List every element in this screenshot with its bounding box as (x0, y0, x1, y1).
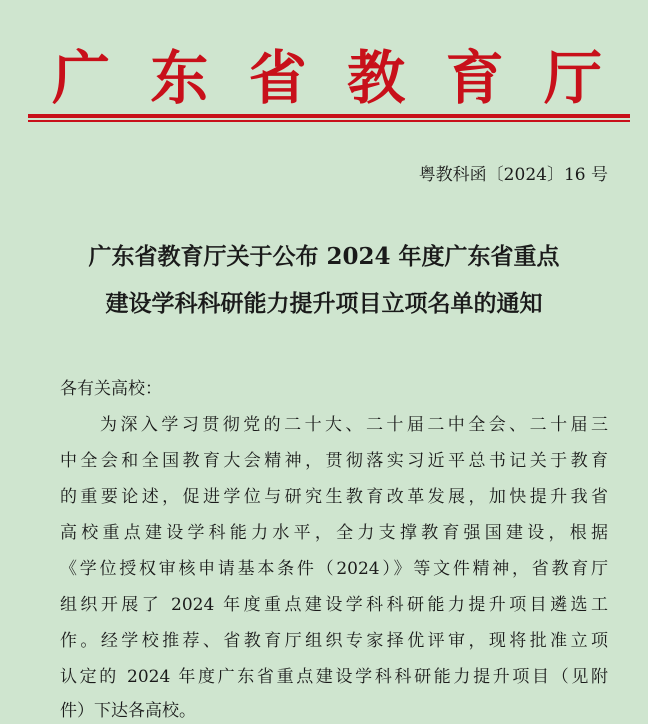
masthead-divider-thick (28, 114, 630, 118)
body-line: 组织开展了 2024 年度重点建设学科科研能力提升项目遴选工 (60, 595, 608, 615)
body-line: 认定的 2024 年度广东省重点建设学科科研能力提升项目（见附 (60, 667, 608, 687)
masthead-char: 省 (248, 44, 307, 112)
body-line: 《学位授权审核申请基本条件（2024）》等文件精神，省教育厅 (60, 559, 608, 579)
body-line: 高校重点建设学科能力水平，全力支撑教育强国建设，根据 (60, 523, 608, 543)
masthead (0, 38, 648, 118)
salutation: 各有关高校： (60, 379, 162, 399)
masthead-char: 广 (52, 44, 111, 112)
masthead-divider-thin (28, 120, 630, 122)
body-line: 的重要论述，促进学位与研究生教育改革发展，加快提升我省 (60, 487, 608, 507)
masthead-char: 厅 (543, 44, 602, 112)
body-line: 为深入学习贯彻党的二十大、二十届二中全会、二十届三 (100, 415, 608, 435)
masthead-char: 东 (150, 44, 209, 112)
masthead-char: 育 (445, 44, 504, 112)
masthead-char: 教 (347, 44, 406, 112)
document-number: 粤教科函〔2024〕16 号 (418, 165, 608, 185)
body-line: 中全会和全国教育大会精神，贯彻落实习近平总书记关于教育 (60, 451, 608, 471)
body-line: 作。经学校推荐、省教育厅组织专家择优评审，现将批准立项 (60, 631, 608, 651)
body-line: 件）下达各高校。 (60, 701, 196, 721)
document-title-line-2: 建设学科科研能力提升项目立项名单的通知 (105, 290, 543, 317)
document-title-line-1: 广东省教育厅关于公布 2024 年度广东省重点 (88, 243, 560, 270)
